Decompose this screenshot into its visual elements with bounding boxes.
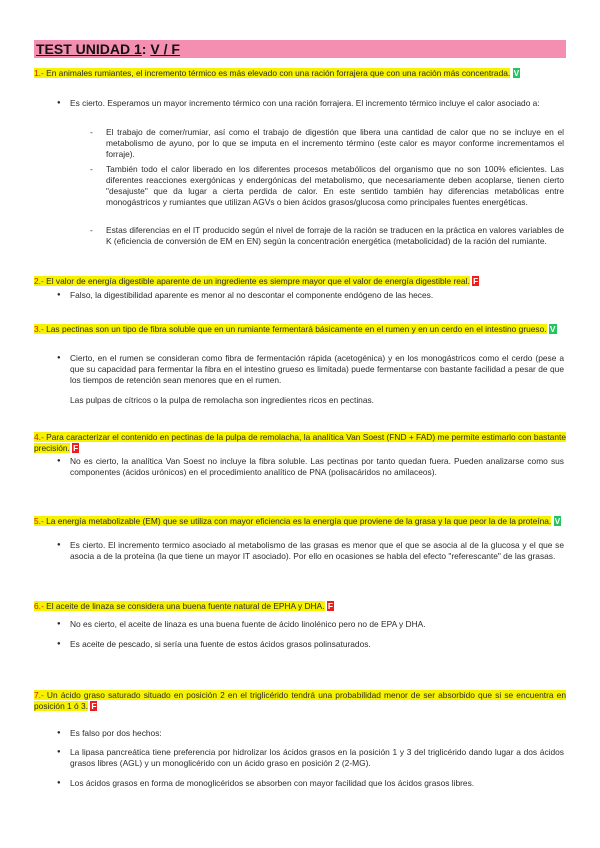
answer-badge: F (73, 443, 79, 453)
answer-badge: F (473, 276, 479, 286)
answer-bullet: ● No es cierto, el aceite de linaza es una buena fuente de ácido linolénico pero no de EPA y DHA. (70, 619, 564, 630)
question-text: El aceite de linaza se considera una buena fuente natural de EPHA y DHA. (46, 601, 325, 611)
question-text: Las pectinas son un tipo de fibra soluble que en un rumiante fermentará básicamente en el rumen y en un cerdo en el intestino grueso. (46, 324, 547, 334)
question-text: El valor de energía digestible aparente de un ingrediente es siempre mayor que el valor de energía digestible real. (46, 276, 470, 286)
question-4 (34, 432, 566, 454)
question-number: 4.- (34, 432, 44, 442)
question-number: 3.- (34, 324, 44, 334)
question-text: Un ácido graso saturado situado en posición 2 en el triglicérido tendrá una probabilidad menor de ser absorbido que si se encuentra en posición 1 ó 3. (34, 690, 566, 711)
question-2 (34, 276, 566, 287)
question-1 (34, 68, 566, 79)
answer-subpoint: - Estas diferencias en el IT producido según el nivel de forraje de la ración se traducen en la práctica en valores variables de K (eficiencia de conversión de EM en EN) según la concentración energética (metabolicidad) de la ración del rumiante. (106, 225, 564, 247)
answer-bullet: ● Es cierto. Esperamos un mayor incremento térmico con una ración forrajera. El incremento térmico incluye el calor asociado a: (70, 98, 564, 109)
answer-bullet: ● La lipasa pancreática tiene preferencia por hidrolizar los ácidos grasos en la posición 1 y 3 del triglicérido dando lugar a dos ácidos grasos libres (AGL) y un monoglicérido con un ácido graso en posición 2 (2-MG). (70, 747, 564, 769)
question-number: 6.- (34, 601, 44, 611)
answer-badge: V (549, 324, 556, 334)
question-number: 5.- (34, 516, 44, 526)
question-text: La energía metabolizable (EM) que se utiliza con mayor eficiencia es la energía que proviene de la grasa y la que peor la de la proteína. (46, 516, 552, 526)
answer-badge: V (554, 516, 561, 526)
answer-bullet: ● Falso, la digestibilidad aparente es menor al no descontar el componente endógeno de las heces. (70, 290, 564, 301)
title-colon: : (141, 41, 147, 57)
answer-subpoint: - También todo el calor liberado en los diferentes procesos metabólicos del organismo que no son 100% eficientes. Las diferentes reacciones exergónicas y endergónicas del metabolismo, que necesariamente deben acoplarse, tienen cierto "desajuste" que da lugar a cierta perdida de calor. En este sentido también hay diferencias metabólicas entre monogástricos y rumiantes que utilizan AGVs o bien ácidos grasos/glucosa como principales fuentes energéticas. (106, 164, 564, 208)
title-suffix: V / F (150, 41, 180, 57)
question-5 (34, 516, 566, 527)
answer-badge: F (327, 601, 333, 611)
question-6 (34, 601, 566, 612)
question-number: 7.- (34, 690, 44, 700)
test-title (34, 40, 566, 58)
answer-bullet: ● Es cierto. El incremento termico asociado al metabolismo de las grasas es menor que el que se asocia al de la glucosa y el que se asocia a de la proteína (la que tiene un mayor IT asociado). Por ello en ocasiones se habla del efecto "referescante" de las grasas. (70, 540, 564, 562)
question-7 (34, 690, 566, 712)
answer-bullet: ● Es falso por dos hechos: (70, 728, 564, 739)
answer-bullet: ● No es cierto, la analítica Van Soest no incluye la fibra soluble. Las pectinas por tanto quedan fuera. Pueden analizarse como sus componentes (ácidos urónicos) en el procedimiento analítico de PNA (polisacáridos no amilaceos). (70, 456, 564, 478)
answer-subpoint: - El trabajo de comer/rumiar, así como el trabajo de digestión que libera una cantidad de calor que no se incluye en el metabolismo de ayuno, por lo que se imputa en el incremento término (este calor es mayor conforme incrementamos el forraje). (106, 127, 564, 160)
answer-badge: F (91, 701, 97, 711)
answer-bullet: ● Es aceite de pescado, si sería una fuente de estos ácidos grasos polinsaturados. (70, 639, 564, 650)
answer-note: Las pulpas de cítricos o la pulpa de remolacha son ingredientes ricos en pectinas. (70, 395, 375, 405)
question-text: Para caracterizar el contenido en pectinas de la pulpa de remolacha, la analítica Van Soest (FND + FAD) me permite estimarlo con bastante precisión. (34, 432, 567, 453)
answer-bullet: ● Los ácidos grasos en forma de monoglicéridos se absorben con mayor facilidad que los ácidos grasos libres. (70, 778, 564, 789)
title-prefix: TEST UNIDAD 1 (36, 41, 142, 57)
answer-bullet: ● Cierto, en el rumen se consideran como fibra de fermentación rápida (acetogénica) y en los monogástricos como el cerdo (pese a que su capacidad para fermentar la fibra en el intestino grueso es limitada) puede fermentarse con bastante facilidad a pesar de que los tiempos de retención sean menores que en el rumen. (70, 353, 564, 386)
answer-badge: V (513, 68, 520, 78)
question-number: 1.- (34, 68, 44, 78)
question-3 (34, 324, 566, 335)
question-number: 2.- (34, 276, 44, 286)
question-text: En animales rumiantes, el incremento térmico es más elevado con una ración forrajera que con una ración más concentrada. (46, 68, 511, 78)
